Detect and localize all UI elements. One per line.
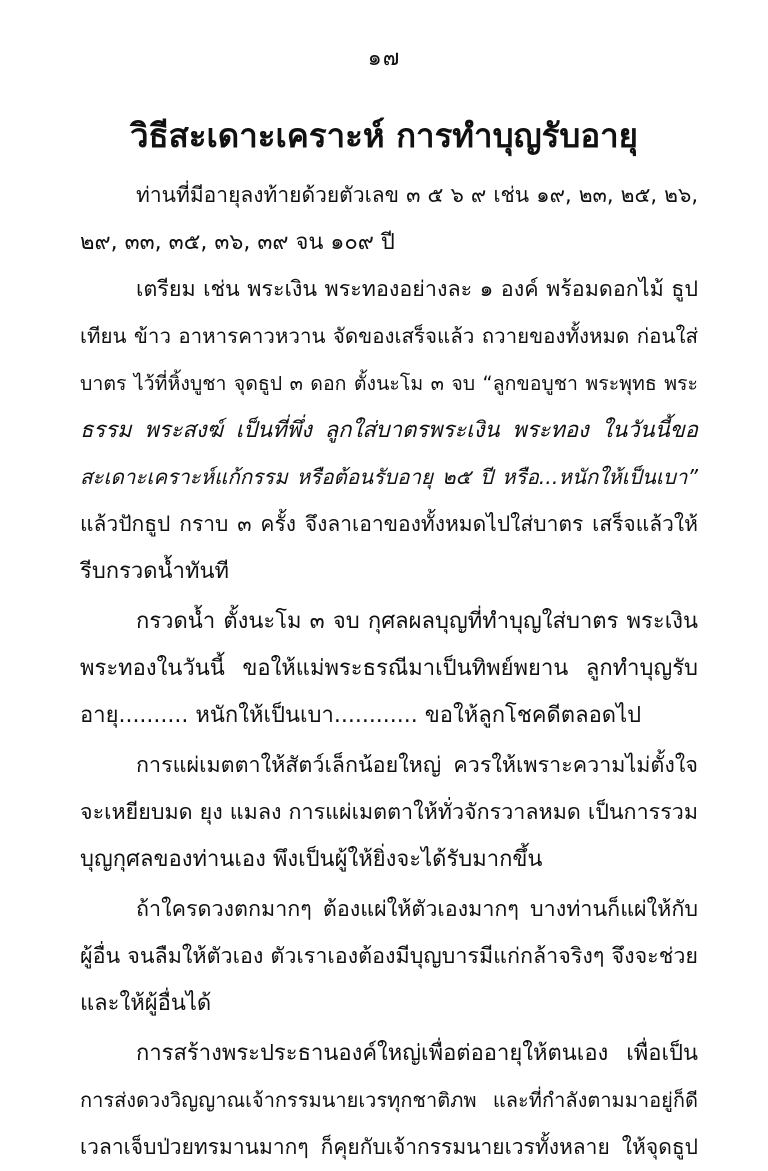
paragraph-line: ถ้าใครดวงตกมากๆ ต้องแผ่ให้ตัวเองมากๆ บางท่านก็แผ่ให้กับ bbox=[136, 897, 698, 922]
paragraph-buddha-image bbox=[80, 1030, 698, 1171]
paragraph-age-numbers bbox=[80, 172, 698, 266]
page-title: วิธีสะเดาะเคราะห์ การทำบุญรับอายุ bbox=[129, 116, 639, 155]
paragraph-water-pouring bbox=[80, 598, 698, 739]
paragraph-preparation bbox=[80, 266, 698, 595]
paragraph-line: ๒๙, ๓๓, ๓๕, ๓๖, ๓๙ จน ๑๐๙ ปี bbox=[80, 230, 395, 255]
page-number: ๑๗ bbox=[367, 46, 401, 71]
paragraph-line: เทียน ข้าว อาหารคาวหวาน จัดของเสร็จแล้ว ถวายของทั้งหมด ก่อนใส่ bbox=[80, 324, 698, 348]
paragraph-line: และให้ผู้อื่นได้ bbox=[80, 991, 212, 1016]
paragraph-line: การส่งดวงวิญญาณเจ้ากรรมนายเวรทุกชาติภพ และที่กำลังตามมาอยู่ก็ดี bbox=[80, 1088, 698, 1112]
paragraph-line: บาตร ไว้ที่หิ้งบูชา จุดธูป ๓ ดอก ตั้งนะโม ๓ จบ “ลูกขอบูชา พระพุทธ พระ bbox=[80, 372, 698, 395]
prayer-quote-line: สะเดาะเคราะห์แก้กรรม หรือต้อนรับอายุ ๒๕ ปี หรือ...หนักให้เป็นเบา” bbox=[80, 465, 698, 489]
paragraph-line: พระทองในวันนี้ ขอให้แม่พระธรณีมาเป็นทิพย์พยาน ลูกทำบุญรับ bbox=[80, 656, 698, 681]
paragraph-line: อายุ.......... หนักให้เป็นเบา............ ขอให้ลูกโชคดีตลอดไป bbox=[80, 703, 642, 728]
paragraph-line: ท่านที่มีอายุลงท้ายด้วยตัวเลข ๓ ๕ ๖ ๙ เช่น ๑๙, ๒๓, ๒๕, ๒๖, bbox=[136, 183, 698, 207]
paragraph-line: บุญกุศลของท่านเอง พึงเป็นผู้ให้ยิ่งจะได้รับมากขึ้น bbox=[80, 847, 543, 872]
paragraph-loving-kindness bbox=[80, 742, 698, 883]
body-text bbox=[80, 172, 698, 1171]
paragraph-line: การสร้างพระประธานองค์ใหญ่เพื่อต่ออายุให้ตนเอง เพื่อเป็น bbox=[136, 1041, 698, 1066]
paragraph-line: การแผ่เมตตาให้สัตว์เล็กน้อยใหญ่ ควรให้เพราะความไม่ตั้งใจ bbox=[136, 753, 698, 778]
paragraph-line: แล้วปักธูป กราบ ๓ ครั้ง จึงลาเอาของทั้งหมดไปใส่บาตร เสร็จแล้วให้ bbox=[80, 512, 698, 536]
paragraph-line: เตรียม เช่น พระเงิน พระทองอย่างละ ๑ องค์ พร้อมดอกไม้ ธูป bbox=[136, 277, 698, 302]
paragraph-line: รีบกรวดน้ำทันที bbox=[80, 559, 229, 584]
paragraph-line: เวลาเจ็บป่วยทรมานมากๆ ก็คุยกับเจ้ากรรมนายเวรทั้งหลาย ให้จุดธูป bbox=[80, 1135, 698, 1159]
paragraph-line: กรวดน้ำ ตั้งนะโม ๓ จบ กุศลผลบุญที่ทำบุญใส่บาตร พระเงิน bbox=[136, 609, 698, 634]
paragraph-line: ผู้อื่น จนลืมให้ตัวเอง ตัวเราเองต้องมีบุญบารมีแก่กล้าจริงๆ จึงจะช่วย bbox=[80, 944, 698, 969]
paragraph-line: จะเหยียบมด ยุง แมลง การแผ่เมตตาให้ทั่วจักรวาลหมด เป็นการรวม bbox=[80, 800, 698, 825]
prayer-quote-line: ธรรม พระสงฆ์ เป็นที่พึ่ง ลูกใส่บาตรพระเงิน พระทอง ในวันนี้ขอ bbox=[80, 418, 698, 443]
paragraph-bad-luck bbox=[80, 886, 698, 1027]
